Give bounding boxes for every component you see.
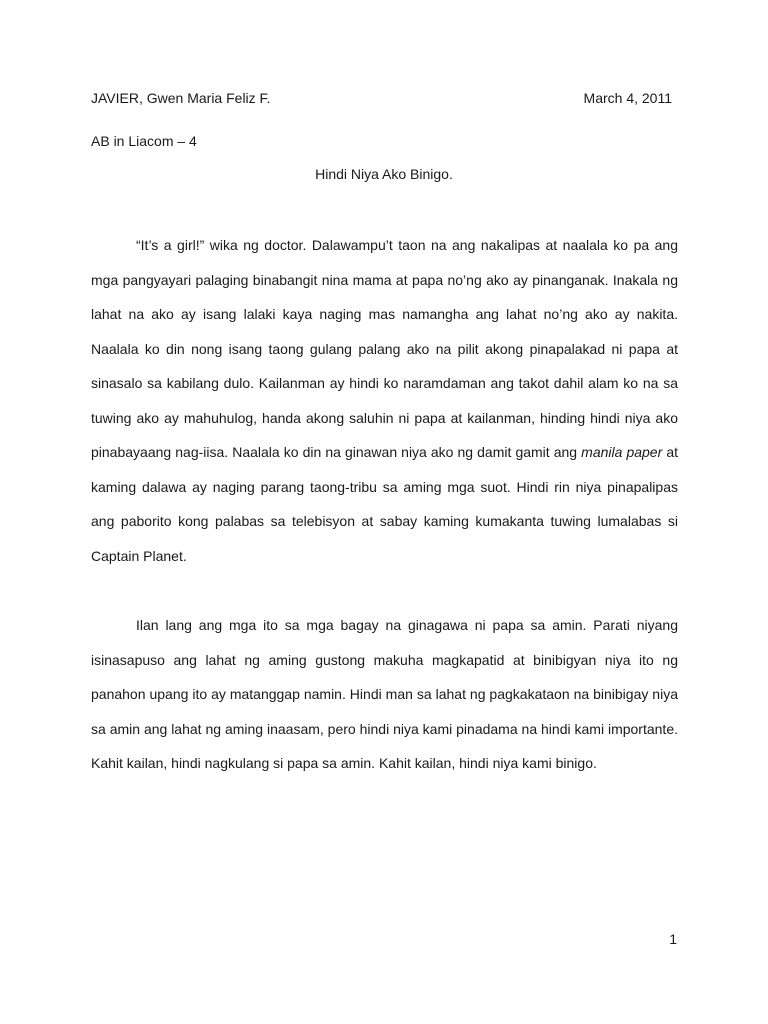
- document-date: March 4, 2011: [583, 90, 672, 106]
- paragraph-1-italic: manila paper: [581, 444, 663, 460]
- paragraph-2: Ilan lang ang mga ito sa mga bagay na ginagawa ni papa sa amin. Parati niyang isinasapuso ang lahat ng aming gustong makuha magkapatid at binibigyan niya ito ng panahon upang ito ay matanggap namin. Hindi man sa lahat ng pagkakataon na binibigay niya sa amin ang lahat ng aming inaasam, pero hindi niya kami pinadama na hindi kami importante. Kahit kailan, hindi nagkulang si papa sa amin. Kahit kailan, hindi niya kami binigo.: [91, 617, 678, 771]
- header-row: [91, 90, 672, 110]
- paragraph-1-text-b: at kaming dalawa ay naging parang taong-tribu sa aming mga suot. Hindi rin niya pinapalipas ang paborito kong palabas sa telebisyon at sabay kaming kumakanta tuwing lumalabas si Captain Planet.: [91, 444, 678, 564]
- paragraph-1: [91, 228, 678, 573]
- author-name: JAVIER, Gwen Maria Feliz F.: [91, 90, 271, 106]
- paragraph-1-text-a: “It’s a girl!” wika ng doctor. Dalawampu’t taon na ang nakalipas at naalala ko pa ang mga pangyayari palaging binabangit nina mama at papa no’ng ako ay pinanganak. Inakala ng lahat na ako ay isang lalaki kaya naging mas namangha ang lahat no’ng ako ay nakita. Naalala ko din nong isang taong gulang palang ako na pilit akong pinapalakad ni papa at sinasalo sa kabilang dulo. Kailanman ay hindi ko naramdaman ang takot dahil alam ko na sa tuwing ako ay mahuhulog, handa akong saluhin ni papa at kailanman, hinding hindi niya ako pinabayaang nag-iisa. Naalala ko din na ginawan niya ako ng damit gamit ang: [91, 237, 678, 460]
- page-number: 1: [669, 931, 677, 947]
- course-line: AB in Liacom – 4: [91, 133, 197, 149]
- essay-title: Hindi Niya Ako Binigo.: [315, 166, 453, 182]
